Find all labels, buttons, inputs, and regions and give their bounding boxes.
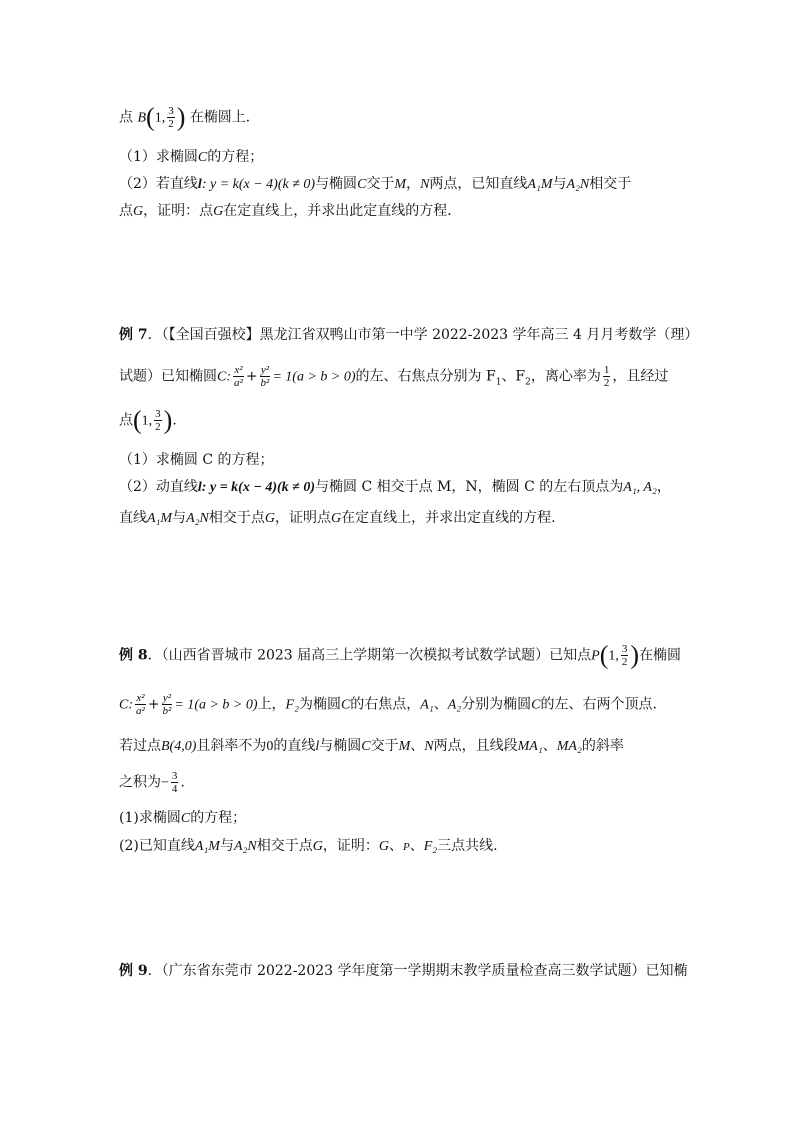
text: 相交于点 [208,510,265,526]
text: ， [656,479,671,495]
text: ．（广东省东莞市 2022-2023 学年度第一学期期末教学质量检查高三数学试题）已知椭 [147,963,688,979]
text: ．（【全国百强校】黑龙江省双鸭山市第一中学 2022-2023 学年高三 4 月月考数学（理） [147,327,699,343]
math: 1, [154,110,166,126]
math: (a > b > 0) [194,697,258,713]
text: 与椭圆 [319,738,362,754]
math: = 1(a > b > 0) [272,369,356,385]
math: F₂ [285,697,299,713]
paren: ( [133,405,142,435]
text: 两点，且线段 [433,738,518,754]
math: B(4,0) [161,739,197,754]
numerator: x² [234,364,243,376]
math: P [402,841,410,853]
text: 与椭圆 [315,176,358,192]
numerator: 3 [621,643,628,655]
math: = 1 [174,697,195,713]
text: 与 [552,176,567,192]
text: 在椭圆上． [189,109,260,126]
text: 交于 [366,176,395,192]
numerator: y² [260,364,270,376]
text-line [119,508,556,529]
text: ，且经过 [612,368,669,385]
math: MA₁ [517,739,543,754]
text: (1)求椭圆 [119,810,181,826]
paren: ) [163,405,173,435]
math: l [315,739,320,754]
math: C: [119,697,133,713]
example-7-heading [119,325,698,345]
text: ， [406,176,421,192]
text: 两点，已知直线 [429,176,528,192]
fraction [171,770,179,795]
text: 、 [410,738,425,754]
fraction [621,643,629,668]
text-line [119,174,631,195]
text: 与 [219,838,234,854]
text: ，证明：点 [143,203,214,219]
math: N [424,739,434,754]
numerator: y² [162,692,172,704]
text: 上， [257,696,286,713]
fraction [260,364,271,389]
text: 的方程； [190,810,247,826]
text: 的斜率 [581,738,624,754]
text: 相交于点 [256,838,313,854]
numerator: 1 [603,364,610,376]
math: F₂ [423,839,438,854]
text-line [119,477,671,498]
math: A₂N [566,177,590,192]
math: M [394,177,407,192]
math: (x − 4) [238,480,277,495]
text: 与 [172,510,187,526]
math: − [161,775,169,791]
math: l [197,177,202,192]
math: C: [217,369,231,385]
math: A₂N [233,839,257,854]
denominator: 2 [621,656,628,668]
text: 直线 [119,510,147,526]
text: 的方程； [207,149,264,165]
numerator: 3 [168,105,174,117]
text-line [119,808,246,829]
text-line: 试题）已知椭圆C: $\frac{\text{x²}}{\text{a²}}$ + $\frac{\text{y²}}{\text{b²}}$ = 1(a > b > 0)的左、右焦点分别为 $F_1$、$F_2$，离心率为 $\frac{1}{2}$ ，且经过 [119,364,669,389]
math: B [137,110,147,126]
text: 、 [388,838,403,854]
math: C [180,811,191,826]
example-label: 例 8 [119,647,148,664]
denominator: 2 [155,421,161,433]
text: 且斜率不为 [196,738,267,754]
text: 与椭圆 C 相交于点 M，N，椭圆 C 的左右顶点为 [315,479,624,495]
subscript: 1 [495,377,502,388]
math: G [378,839,389,854]
math: A₁M [194,839,220,854]
math: 1, [141,413,153,429]
text: ，证明点 [274,510,331,526]
subscript: 2 [525,377,531,388]
text: 的左、右两个顶点. [540,696,657,713]
math: A₂N [186,511,209,526]
math: 1, [608,648,619,664]
math: A₁M [527,177,553,192]
fraction [603,364,611,389]
text: （2）若直线 [119,176,198,192]
example-9-heading [119,961,688,981]
denominator: a² [234,377,243,389]
text: 三点共线. [437,838,498,854]
paren: ( [599,640,609,670]
text: 交于 [370,738,399,754]
math: A₁, A₂ [623,480,657,495]
text-line [119,770,185,795]
math: A₂ [447,697,462,713]
fraction [167,105,175,130]
denominator: a² [136,705,145,717]
math: 0 [266,739,274,754]
paren: ) [176,102,186,132]
example-label: 例 7 [119,327,148,343]
text: 的直线 [273,738,316,754]
text: 相交于 [589,176,632,192]
math: A₁M [147,511,173,526]
text: 在椭圆 [639,647,682,664]
math: M [398,739,411,754]
text: 、F [501,368,526,385]
fraction [162,692,173,717]
text: ．（山西省晋城市 2023 届高三上学期第一次模拟考试数学试题）已知点 [147,647,592,664]
math: G [330,511,342,526]
denominator: 4 [171,783,178,795]
paren: ( [146,102,155,132]
math: G [312,839,323,854]
text: 在定直线上，并求出此定直线的方程． [223,203,462,219]
text: 在定直线上，并求出定直线的方程. [341,510,556,526]
text-line [119,147,263,168]
text-line [119,836,498,857]
text: 若过点 [119,738,161,754]
denominator: 2 [168,118,174,130]
denominator: b² [162,705,172,717]
denominator: b² [260,377,270,389]
example-8-heading [119,640,682,670]
text: . [172,412,177,429]
text-line [119,736,624,757]
text-line [119,405,177,435]
text: 点 [119,203,133,219]
text: 、 [409,838,424,854]
math: C [357,177,367,192]
text-line [119,450,274,470]
fraction [135,692,146,717]
fraction [154,408,162,433]
text: 点 [119,412,133,429]
text: （2）动直线 [119,479,198,495]
text: ，证明： [322,838,379,854]
math: A₁ [420,697,434,713]
text-line: C: $\frac{\text{x²}}{\text{a²}}$ + $\frac{\text{y²}}{\text{b²}}$ = 1(a > b > 0)上，F₂为椭圆C的右焦点，A₁、A₂分别为椭圆C的左、右两个顶点. [119,692,657,717]
text: 、 [542,738,557,754]
text-line [119,201,461,222]
text: 试题）已知椭圆 [119,368,217,385]
math: MA₂ [556,739,582,754]
fraction [233,364,244,389]
text: 为椭圆 [298,696,341,713]
paren: ) [630,640,640,670]
text: (2)已知直线 [119,838,195,854]
math: N [420,177,430,192]
text: 分别为椭圆 [461,696,532,713]
math: (k ≠ 0) [276,480,315,495]
text: （1）求椭圆 C 的方程； [119,452,274,468]
text: 的左、右焦点分别为 F [355,368,496,385]
text: . [180,774,185,791]
text: ，离心率为 [530,368,601,385]
text: （1）求椭圆 [119,149,198,165]
denominator: 2 [603,377,610,389]
text: 点 [119,109,133,126]
math: C [531,697,541,713]
numerator: 3 [155,408,161,420]
math: C [340,697,351,713]
text-line [119,102,260,132]
math: G [133,204,144,219]
math: : y = k(x − 4)(k ≠ 0) [201,177,316,192]
math: P [591,648,600,664]
example-label: 例 9 [119,963,148,979]
math: G [213,204,224,219]
math: l: y = k [197,480,239,495]
numerator: 3 [171,770,178,782]
numerator: x² [136,692,145,704]
math: C [197,150,208,165]
math: G [264,511,275,526]
math: C [361,739,371,754]
text: 的右焦点， [350,696,421,713]
text: 之积为 [119,774,161,791]
text: 、 [433,696,448,713]
